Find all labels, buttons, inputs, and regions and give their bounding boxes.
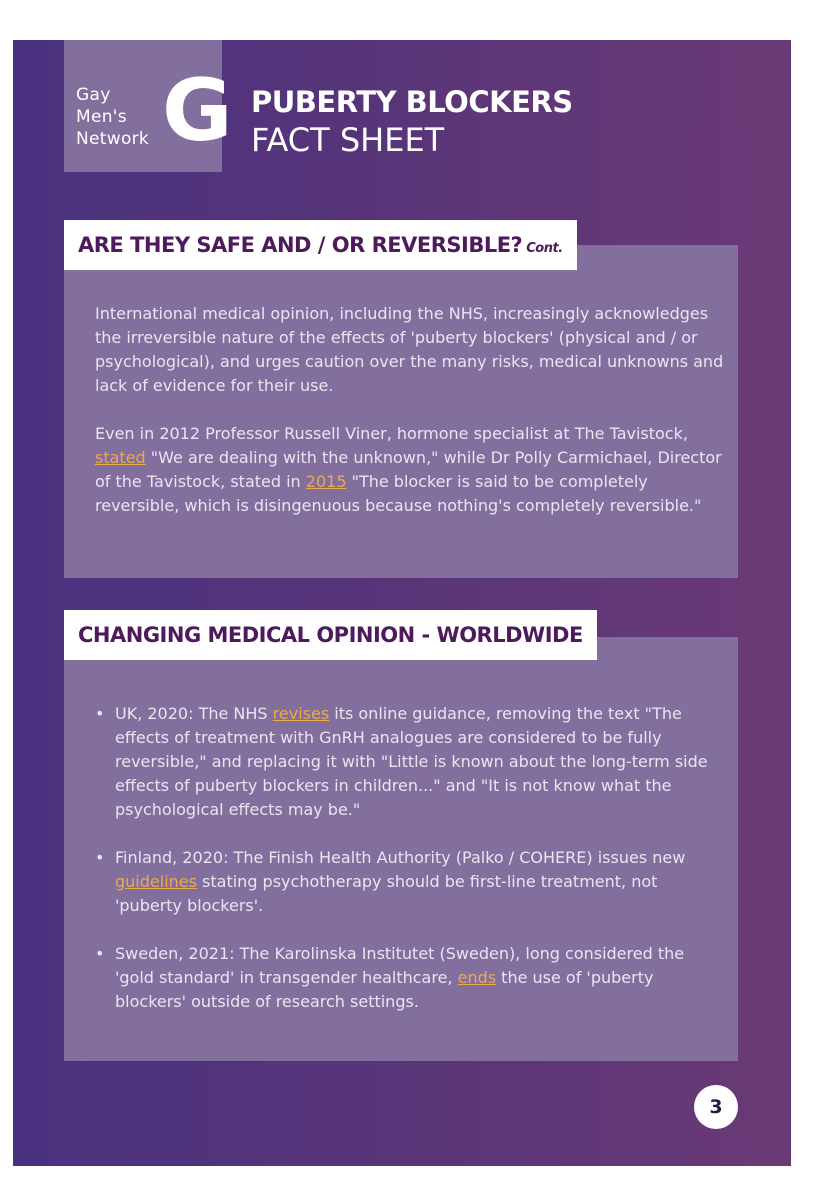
stated-link[interactable]: stated	[95, 448, 146, 467]
list-item-sweden	[95, 942, 725, 1014]
logo-line-2: Men's	[76, 107, 127, 127]
fact-sheet-page	[13, 40, 791, 1166]
title-sub: FACT SHEET	[251, 121, 445, 159]
sweden-text-b: the use of 'puberty blockers' outside of research settings.	[115, 968, 654, 1011]
2015-link[interactable]: 2015	[305, 472, 347, 491]
section-1-panel	[64, 245, 738, 578]
gay-mens-network-logo	[64, 40, 233, 172]
section-2-heading: CHANGING MEDICAL OPINION - WORLDWIDE	[64, 610, 597, 660]
para2-text-c: "The blocker is said to be completely reversible, which is disingenuous because nothing's completely reversible."	[95, 472, 702, 515]
guidelines-link[interactable]: guidelines	[115, 872, 197, 891]
logo-line-1: Gay	[76, 85, 111, 105]
opinion-list	[95, 702, 725, 1038]
section-1-heading	[64, 220, 577, 270]
finland-text-b: stating psychotherapy should be first-line treatment, not 'puberty blockers'.	[115, 872, 658, 915]
section-1-heading-suffix: Cont.	[526, 241, 563, 256]
section-1-paragraph-1: International medical opinion, including the NHS, increasingly acknowledges the irreversible nature of the effects of 'puberty blockers' (physical and / or psychological), and urges caution over the many risks, medical unknowns and lack of evidence for their use.	[95, 304, 724, 395]
para2-text-b: "We are dealing with the unknown," while Dr Polly Carmichael, Director of the Tavistock, stated in	[95, 448, 722, 491]
section-1-heading-text: ARE THEY SAFE AND / OR REVERSIBLE?	[78, 233, 523, 257]
para2-text-a: Even in 2012 Professor Russell Viner, hormone specialist at The Tavistock,	[95, 424, 688, 443]
list-item-finland	[95, 846, 725, 918]
title-main: PUBERTY BLOCKERS	[251, 85, 573, 119]
revises-link[interactable]: revises	[272, 704, 330, 723]
uk-text-b: its online guidance, removing the text "The effects of treatment with GnRH analogues are considered to be fully reversible," and replacing it with "Little is known about the long-term side effects of puberty blockers in children..." and "It is not know what the psychological effects may be."	[115, 704, 708, 819]
ends-link[interactable]: ends	[457, 968, 497, 987]
logo-wordmark	[76, 84, 149, 150]
page-title	[251, 84, 573, 160]
logo-letter: G	[162, 61, 233, 161]
section-1-paragraph-2	[95, 422, 725, 518]
uk-text-a: UK, 2020: The NHS	[115, 704, 273, 723]
finland-text-a: Finland, 2020: The Finish Health Authority (Palko / COHERE) issues new	[115, 848, 686, 867]
page-number-badge: 3	[694, 1085, 738, 1129]
list-item-uk	[95, 702, 725, 822]
logo-line-3: Network	[76, 129, 150, 149]
sweden-text-a: Sweden, 2021: The Karolinska Institutet (Sweden), long considered the 'gold standard' in transgender healthcare,	[115, 944, 685, 987]
